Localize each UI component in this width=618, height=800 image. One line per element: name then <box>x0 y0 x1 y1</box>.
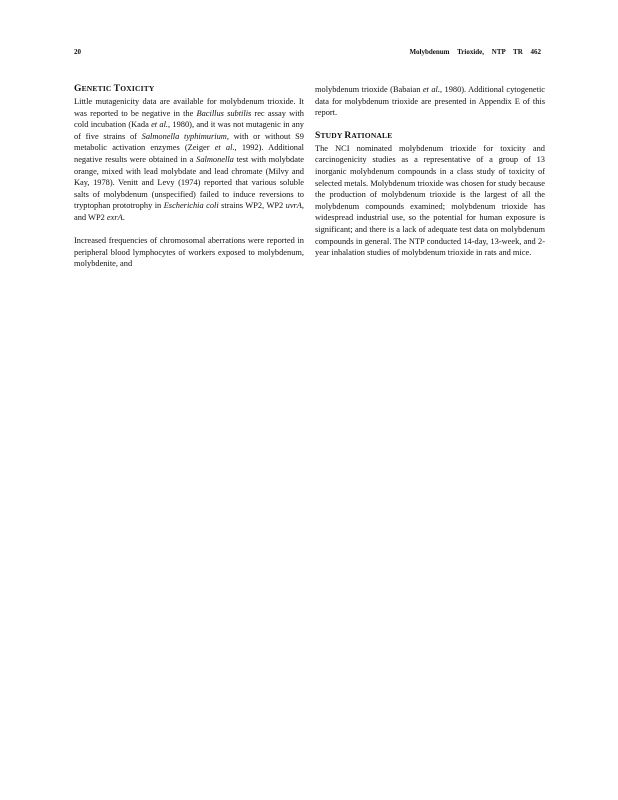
section-title-study-rationale <box>315 131 545 141</box>
page-number: 20 <box>74 48 81 56</box>
title-cap: S <box>315 130 321 141</box>
right-column <box>315 84 545 259</box>
left-column <box>74 84 304 270</box>
study-rationale-paragraph: The NCI nominated molybdenum trioxide for toxicity and carcinogenicity studies as a representative of a group of 13 inorganic molybdenum compounds in a class study of toxicity of selected metals. Molybdenum trioxide was chosen for study because the production of molybdenum trioxide is the largest of all the molybdenum compounds examined; molybdenum trioxide has widespread industrial use, so the potential for human exposure is significant; and there is a lack of adequate test data on molybdenum compounds in general. The NTP conducted 14-day, 13-week, and 2-year inhalation studies of molybdenum trioxide in rats and mice. <box>315 143 545 258</box>
running-title: Molybdenum Trioxide, NTP TR 462 <box>409 48 541 56</box>
title-cap: T <box>113 84 121 94</box>
genetic-toxicity-paragraph-1: Little mutagenicity data are available for molybdenum trioxide. It was reported to be negative in the Bacillus subtilis rec assay with cold incubation (Kada et al., 1980), and it was not mutagenic in any of five strains of Salmonella typhimurium, with or without S9 metabolic activation enzymes (Zeiger et al., 1992). Additional negative results were obtained in a Salmonella test with molybdate orange, mixed with lead molybdate and lead chromate (Milvy and Kay, 1978). Venitt and Levy (1974) reported that various soluble salts of molybdenum (unspecified) failed to induce reversions to tryptophan prototrophy in Escherichia coli strains WP2, WP2 uvrA, and WP2 exrA. <box>74 97 305 222</box>
section-title-genetic-toxicity <box>74 84 304 94</box>
genetic-toxicity-paragraph-3: molybdenum trioxide (Babaian et al., 1980). Additional cytogenetic data for molybdenum trioxide are presented in Appendix E of this report. <box>315 85 545 118</box>
title-rest: TUDY <box>320 130 345 140</box>
page-header <box>74 48 545 62</box>
title-rest: ENETIC <box>81 84 114 93</box>
title-rest: ATIONALE <box>351 130 393 140</box>
title-cap: R <box>344 130 352 141</box>
title-rest: OXICITY <box>120 84 155 93</box>
title-cap: G <box>74 84 82 94</box>
genetic-toxicity-paragraph-2: Increased frequencies of chromosomal aberrations were reported in peripheral blood lymphocytes of workers exposed to molybdenum, molybdenite, and <box>74 236 304 269</box>
